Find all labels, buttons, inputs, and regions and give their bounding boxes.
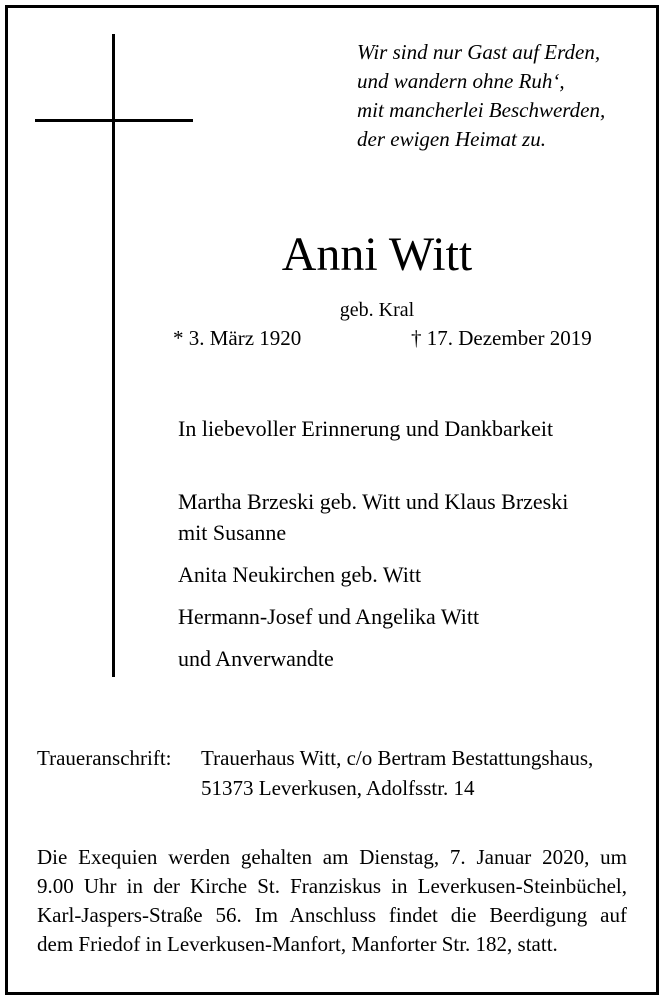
cross-horizontal-bar [35,119,193,122]
mourner-line: Anita Neukirchen geb. Witt [178,562,422,587]
mourner-line: Martha Brzeski geb. Witt und Klaus Brzeski [178,489,569,514]
mourner-entry [178,486,568,548]
address-line: 51373 Leverkusen, Adolfsstr. 14 [201,776,475,800]
address-line: Trauerhaus Witt, c/o Bertram Bestattungshaus, [201,746,594,770]
deceased-name: Anni Witt [281,228,473,281]
poem-line: der ewigen Heimat zu. [357,127,546,151]
mourner-line: und Anverwandte [178,646,334,671]
memorial-line: In liebevoller Erinnerung und Dankbarkeit [178,416,554,441]
mourner-entry [178,601,568,632]
cross-vertical-bar [112,34,115,677]
mourner-entry [178,559,568,590]
poem-line: mit mancherlei Beschwerden, [357,98,606,122]
poem [357,38,605,154]
poem-line: und wandern ohne Ruh‘, [357,69,565,93]
service-details [37,843,627,959]
poem-line: Wir sind nur Gast auf Erden, [357,40,601,64]
address-label: Traueranschrift: [37,746,172,770]
mourner-line: mit Susanne [178,520,287,545]
death-date: † 17. Dezember 2019 [411,326,592,350]
address-block [201,743,593,803]
mourners-list [178,486,568,685]
service-line: dem Friedof in Leverkusen-Manfort, Manforter Str. 182, statt. [37,932,558,956]
birth-date: * 3. März 1920 [173,326,302,350]
maiden-name: geb. Kral [339,299,415,321]
service-line: Die Exequien werden gehalten am Dienstag, 7. Januar 2020, um [37,845,627,869]
service-line: Karl-Jaspers-Straße 56. Im Anschluss findet die Beerdigung auf [37,903,627,927]
service-line: 9.00 Uhr in der Kirche St. Franziskus in Leverkusen-Steinbüchel, [37,874,627,898]
mourner-entry [178,643,568,674]
mourner-line: Hermann-Josef und Angelika Witt [178,604,480,629]
